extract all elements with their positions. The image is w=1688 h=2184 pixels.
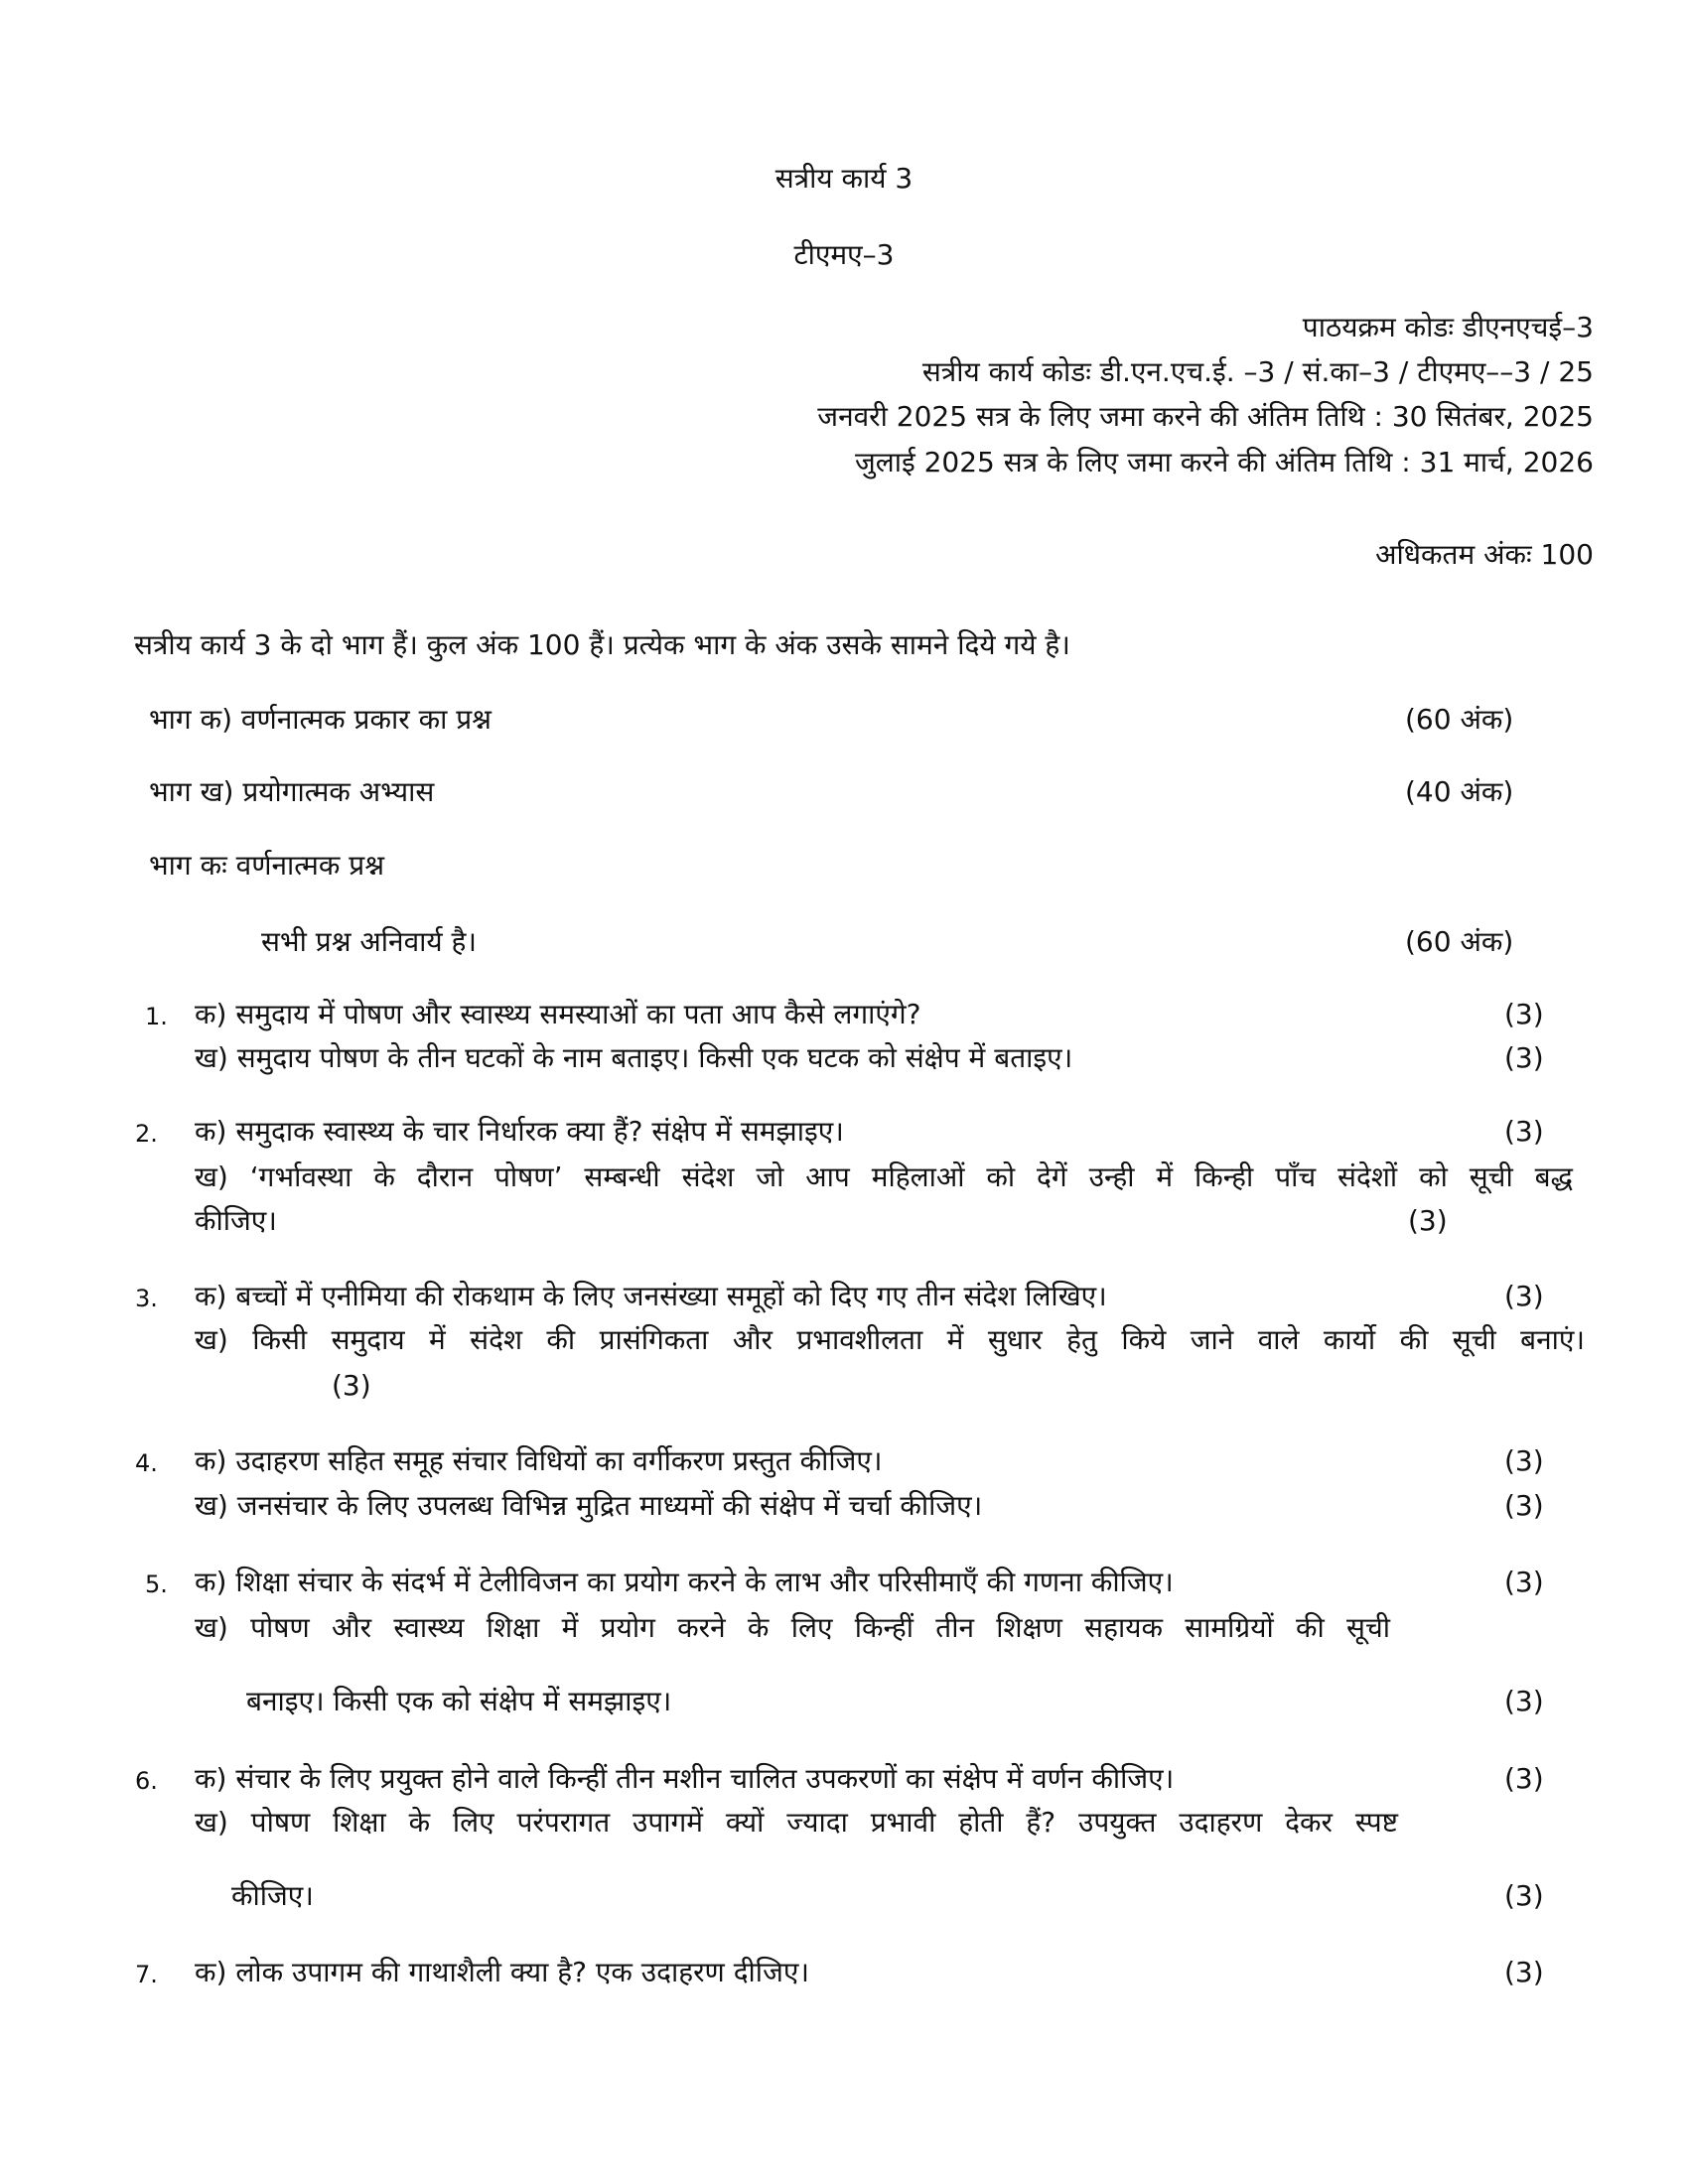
question-number: 1. — [145, 1003, 168, 1030]
question-4a: क) उदाहरण सहित समूह संचार विधियों का वर्गीकरण प्रस्तुत कीजिए। — [195, 1444, 883, 1477]
question-2a: क) समुदाक स्वास्थ्य के चार निर्धारक क्या हैं? संक्षेप में समझाइए। — [195, 1115, 844, 1148]
question-marks: (3) — [1504, 1041, 1544, 1074]
question-3a: क) बच्चों में एनीमिया की रोकथाम के लिए जनसंख्या समूहों को दिए गए तीन संदेश लिखिए। — [195, 1280, 1107, 1312]
deadline-july: जुलाई 2025 सत्र के लिए जमा करने की अंतिम तिथि : 31 मार्च, 2026 — [854, 446, 1594, 478]
question-2b-continued: कीजिए। — [195, 1204, 277, 1237]
question-marks: (3) — [1504, 1489, 1544, 1522]
question-1b: ख) समुदाय पोषण के तीन घटकों के नाम बताइए। किसी एक घटक को संक्षेप में बताइए। — [195, 1041, 1073, 1074]
question-marks: (3) — [332, 1369, 371, 1402]
course-code: पाठयक्रम कोडः डीएनएचई–3 — [1302, 311, 1594, 343]
question-marks: (3) — [1504, 998, 1544, 1030]
question-marks: (3) — [1504, 1566, 1544, 1598]
question-number: 6. — [135, 1767, 158, 1795]
question-5b-continued: बनाइए। किसी एक को संक्षेप में समझाइए। — [246, 1685, 672, 1717]
question-number: 2. — [135, 1120, 158, 1148]
part-a-heading: भाग कः वर्णनात्मक प्रश्न — [149, 849, 385, 882]
question-5a: क) शिक्षा संचार के संदर्भ में टेलीविजन का प्रयोग करने के लाभ और परिसीमाएँ की गणना कीजिए। — [195, 1566, 1174, 1598]
compulsory-note: सभी प्रश्न अनिवार्य है। — [261, 925, 478, 958]
question-marks: (3) — [1504, 1879, 1544, 1912]
question-5b: ख) पोषण और स्वास्थ्य शिक्षा में प्रयोग करने के लिए किन्हीं तीन शिक्षण सहायक सामग्रियों की सूची — [195, 1611, 1390, 1644]
question-marks: (3) — [1504, 1956, 1544, 1988]
part-b-label: भाग ख) प्रयोगात्मक अभ्यास — [149, 775, 435, 808]
question-number: 5. — [145, 1570, 168, 1598]
max-marks: अधिकतम अंकः 100 — [1375, 538, 1594, 571]
question-2b: ख) ‘गर्भावस्था के दौरान पोषण’ सम्बन्धी संदेश जो आप महिलाओं को देगें उन्ही में किन्ही पाँच संदेशों को सूची बद्ध — [195, 1160, 1573, 1193]
question-6b-continued: कीजिए। — [231, 1879, 314, 1912]
question-4b: ख) जनसंचार के लिए उपलब्ध विभिन्न मुद्रित माध्यमों की संक्षेप में चर्चा कीजिए। — [195, 1489, 983, 1522]
question-number: 7. — [135, 1961, 158, 1988]
question-6a: क) संचार के लिए प्रयुक्त होने वाले किन्हीं तीन मशीन चालित उपकरणों का संक्षेप में वर्णन कीजिए। — [195, 1762, 1175, 1795]
question-marks: (3) — [1504, 1444, 1544, 1477]
part-a-label: भाग क) वर्णनात्मक प्रकार का प्रश्न — [149, 703, 492, 736]
assignment-code: सत्रीय कार्य कोडः डी.एन.एच.ई. –3 / सं.का–3 / टीएमए––3 / 25 — [921, 355, 1594, 388]
question-marks: (3) — [1504, 1115, 1544, 1148]
deadline-january: जनवरी 2025 सत्र के लिए जमा करने की अंतिम तिथि : 30 सितंबर, 2025 — [817, 400, 1594, 433]
tma-subtitle: टीएमए–3 — [793, 238, 895, 271]
question-3b: ख) किसी समुदाय में संदेश की प्रासंगिकता और प्रभावशीलता में सुधार हेतु किये जाने वाले कार्यो की सूची बनाएं। — [195, 1323, 1585, 1356]
compulsory-marks: (60 अंक) — [1405, 925, 1514, 958]
question-marks: (3) — [1504, 1685, 1544, 1717]
question-number: 4. — [135, 1449, 158, 1477]
question-marks: (3) — [1504, 1280, 1544, 1312]
question-6b: ख) पोषण शिक्षा के लिए परंपरागत उपागमें क्यों ज्यादा प्रभावी होती हैं? उपयुक्त उदाहरण देकर स्पष्ट — [195, 1806, 1398, 1839]
assignment-title: सत्रीय कार्य 3 — [774, 162, 914, 195]
part-b-marks: (40 अंक) — [1405, 775, 1514, 808]
question-marks: (3) — [1408, 1204, 1448, 1237]
intro-text: सत्रीय कार्य 3 के दो भाग हैं। कुल अंक 100 हैं। प्रत्येक भाग के अंक उसके सामने दिये गये है। — [134, 628, 1070, 661]
question-1a: क) समुदाय में पोषण और स्वास्थ्य समस्याओं का पता आप कैसे लगाएंगे? — [195, 998, 921, 1030]
question-number: 3. — [135, 1285, 158, 1312]
part-a-marks: (60 अंक) — [1405, 703, 1514, 736]
question-marks: (3) — [1504, 1762, 1544, 1795]
question-7a: क) लोक उपागम की गाथाशैली क्या है? एक उदाहरण दीजिए। — [195, 1956, 809, 1988]
